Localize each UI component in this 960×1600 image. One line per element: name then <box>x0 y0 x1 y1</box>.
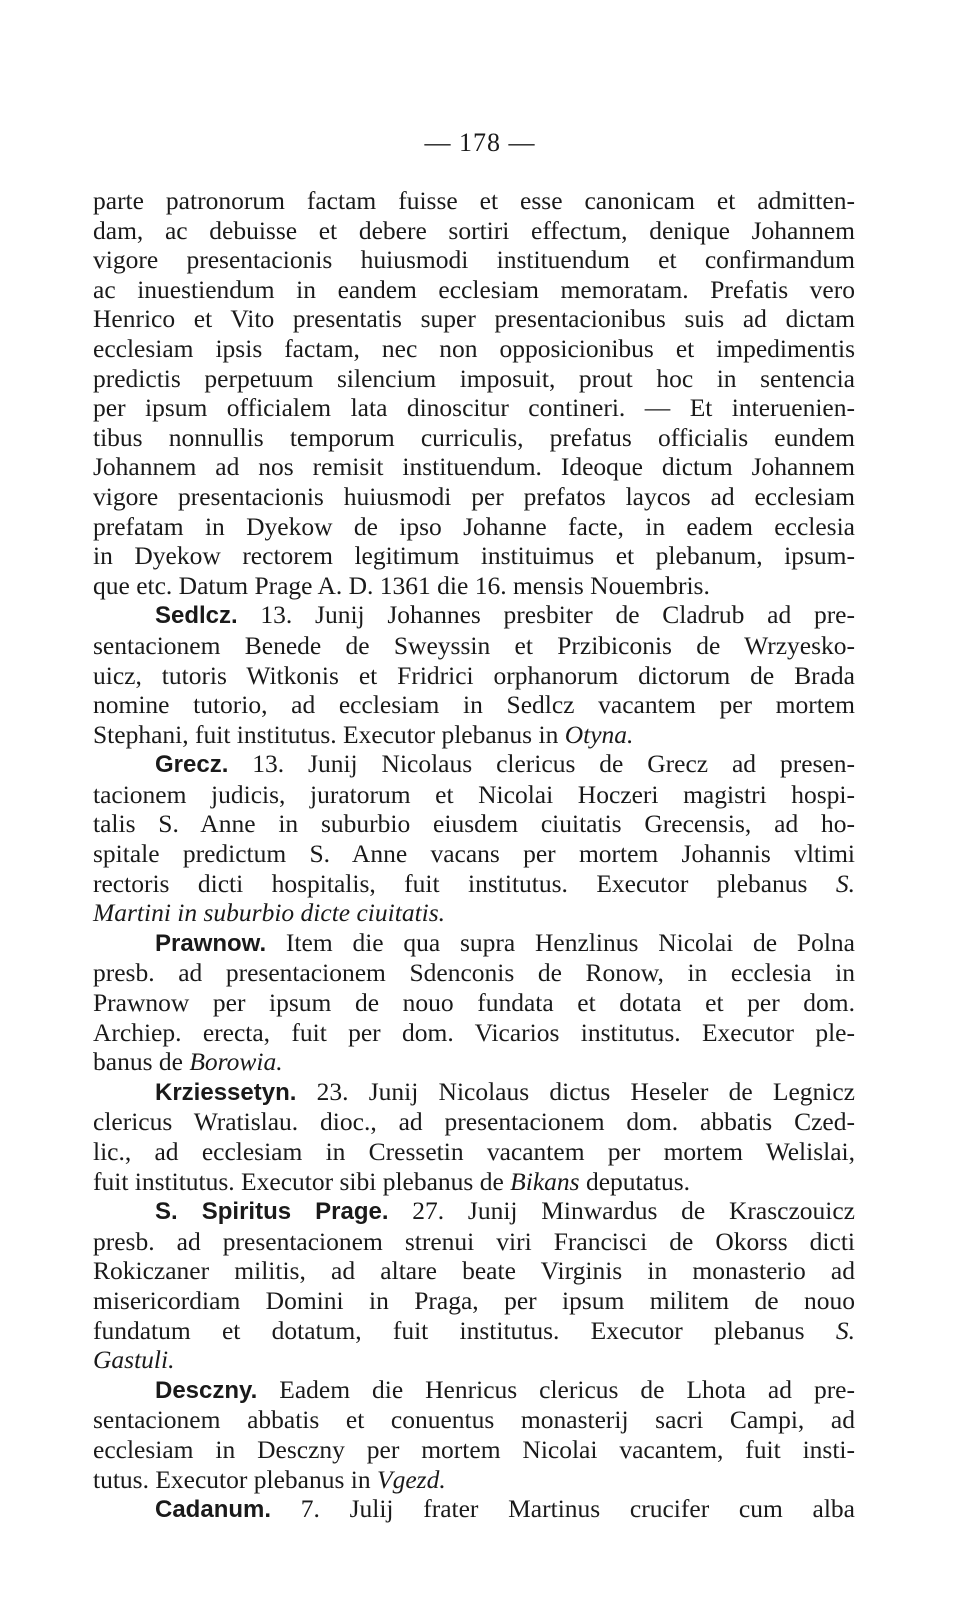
line-text: fundatum et dotatum, fuit institutus. Executor plebanus <box>93 1315 836 1345</box>
line-text: ecclesiam in Desczny per mortem Nicolai vacantem, fuit insti- <box>93 1434 855 1464</box>
line-text: misericordiam Domini in Praga, per ipsum militem de nouo <box>93 1285 855 1315</box>
entry-first-line <box>93 600 855 631</box>
line-text: spitale predictum S. Anne vacans per mortem Johannis vltimi <box>93 839 855 869</box>
place-heading: Krziessetyn. <box>155 1078 297 1106</box>
line-text: 27. Junij Minwardus de Krasczouicz <box>388 1196 855 1226</box>
line-text: ecclesiam ipsis factam, nec non opposicionibus et impedimentis <box>93 333 855 363</box>
italic-text: Gastuli. <box>93 1345 175 1375</box>
text-line <box>93 1047 855 1077</box>
line-text: in Dyekow rectorem legitimum instituimus et plebanum, ipsum- <box>93 541 855 571</box>
entry-first-line <box>93 1494 855 1525</box>
text-line <box>93 1018 855 1048</box>
line-text: prefatam in Dyekow de ipso Johanne facte, in eadem ecclesia <box>93 511 855 541</box>
text-line <box>93 809 855 839</box>
text-line <box>93 482 855 512</box>
text-line <box>93 1405 855 1435</box>
italic-text: S. <box>835 868 855 898</box>
text-line <box>93 1316 855 1346</box>
text-line <box>93 988 855 1018</box>
text-line <box>93 780 855 810</box>
text-line <box>93 1137 855 1167</box>
text-line <box>93 1167 855 1197</box>
place-heading: Prawnow. <box>155 929 267 957</box>
text-line <box>93 1435 855 1465</box>
text-line <box>93 216 855 246</box>
text-line <box>93 1286 855 1316</box>
text-line <box>93 393 855 423</box>
text-line <box>93 1465 855 1495</box>
line-text: Rokiczaner militis, ad altare beate Virginis in monasterio ad <box>93 1256 855 1286</box>
text-line <box>93 1107 855 1137</box>
line-text: Eadem die Henricus clericus de Lhota ad pre- <box>257 1374 855 1404</box>
text-line <box>93 275 855 305</box>
line-text: Stephani, fuit institutus. Executor plebanus in <box>93 719 565 749</box>
line-text: presb. ad presentacionem strenui viri Francisci de Okorss dicti <box>93 1226 855 1256</box>
text-line <box>93 245 855 275</box>
place-heading: S. Spiritus Prage. <box>155 1198 389 1226</box>
italic-text: S. <box>835 1315 855 1345</box>
line-text: tibus nonnullis temporum curriculis, prefatus officialis eundem <box>93 422 855 452</box>
line-text: que etc. Datum Prage A. D. 1361 die 16. mensis Nouembris. <box>93 570 710 600</box>
line-text: Prawnow per ipsum de nouo fundata et dotata et per dom. <box>93 988 855 1018</box>
entry-first-line <box>93 1196 855 1227</box>
line-text: Item die qua supra Henzlinus Nicolai de Polna <box>266 927 855 957</box>
line-text: tacionem judicis, juratorum et Nicolai Hoczeri magistri hospi- <box>93 779 855 809</box>
line-text: banus de <box>93 1047 190 1077</box>
line-text: 7. Julij frater Martinus crucifer cum alba <box>271 1494 855 1524</box>
page-number: — 178 — <box>424 128 536 157</box>
text-line <box>93 720 855 750</box>
text-line <box>93 631 855 661</box>
text-line <box>93 452 855 482</box>
italic-text: Bikans <box>510 1166 580 1196</box>
line-text: fuit institutus. Executor sibi plebanus de <box>93 1166 511 1196</box>
line-text: clericus Wratislau. dioc., ad presentacionem dom. abbatis Czed- <box>93 1107 855 1137</box>
text-line <box>93 1227 855 1257</box>
text-line <box>93 512 855 542</box>
line-text: lic., ad ecclesiam in Cressetin vacantem per mortem Welislai, <box>93 1137 855 1166</box>
line-text: Archiep. erecta, fuit per dom. Vicarios institutus. Executor ple- <box>93 1017 855 1047</box>
entry-first-line <box>93 1077 855 1108</box>
text-line <box>93 423 855 453</box>
text-line <box>93 571 855 601</box>
italic-text: Otyna. <box>564 719 634 749</box>
text-line <box>93 690 855 720</box>
line-text: nomine tutorio, ad ecclesiam in Sedlcz vacantem per mortem <box>93 690 855 720</box>
line-text: 13. Junij Johannes presbiter de Cladrub ad pre- <box>237 600 855 630</box>
place-heading: Grecz. <box>155 751 229 779</box>
line-text: predictis perpetuum silencium imposuit, prout hoc in sentencia <box>93 363 855 393</box>
place-heading: Sedlcz. <box>155 602 238 630</box>
text-line <box>93 1345 855 1375</box>
line-text: 23. Junij Nicolaus dictus Heseler de Legnicz <box>296 1076 855 1106</box>
line-text: vigore presentacionis huiusmodi instituendum et confirmandum <box>93 245 855 275</box>
text-line <box>93 869 855 899</box>
line-text: vigore presentacionis huiusmodi per prefatos laycos ad ecclesiam <box>93 481 855 511</box>
italic-text: Martini in suburbio dicte ciuitatis. <box>93 898 446 928</box>
text-line <box>93 304 855 334</box>
line-text: presb. ad presentacionem Sdenconis de Ronow, in ecclesia in <box>93 958 855 988</box>
line-text: ac inuestiendum in eandem ecclesiam memoratam. Prefatis vero <box>93 274 855 304</box>
body-text <box>93 186 855 1525</box>
text-line <box>93 839 855 869</box>
text-line <box>93 661 855 691</box>
place-heading: Cadanum. <box>155 1496 272 1524</box>
text-line <box>93 1256 855 1286</box>
line-text: per ipsum officialem lata dinoscitur contineri. — Et interuenien- <box>93 393 855 423</box>
line-text: sentacionem Benede de Sweyssin et Przibiconis de Wrzyesko- <box>93 630 855 660</box>
italic-text: Borowia. <box>189 1047 283 1077</box>
line-text: tutus. Executor plebanus in <box>93 1464 377 1494</box>
line-text: sentacionem abbatis et conuentus monasterij sacri Campi, ad <box>93 1405 855 1435</box>
line-text: uicz, tutoris Witkonis et Fridrici orphanorum dictorum de Brada <box>93 660 855 690</box>
text-line <box>93 186 855 216</box>
line-text: rectoris dicti hospitalis, fuit institutus. Executor plebanus <box>93 868 836 898</box>
text-line <box>93 334 855 364</box>
line-text: parte patronorum factam fuisse et esse canonicam et admitten- <box>93 186 855 215</box>
entry-first-line <box>93 1375 855 1406</box>
entry-first-line <box>93 749 855 780</box>
line-text: 13. Junij Nicolaus clericus de Grecz ad presen- <box>228 749 855 779</box>
text-line <box>93 364 855 394</box>
line-text: Johannem ad nos remisit instituendum. Ideoque dictum Johannem <box>93 452 855 482</box>
line-text: Henrico et Vito presentatis super presentacionibus suis ad dictam <box>93 304 855 334</box>
text-line <box>93 541 855 571</box>
text-line <box>93 958 855 988</box>
text-line <box>93 898 855 928</box>
line-text: dam, ac debuisse et debere sortiri effectum, denique Johannem <box>93 215 855 245</box>
line-text: talis S. Anne in suburbio eiusdem ciuitatis Grecensis, ad ho- <box>93 809 855 839</box>
line-text: deputatus. <box>579 1166 691 1196</box>
place-heading: Desczny. <box>155 1376 258 1404</box>
italic-text: Vgezd. <box>377 1464 446 1494</box>
entry-first-line <box>93 928 855 959</box>
